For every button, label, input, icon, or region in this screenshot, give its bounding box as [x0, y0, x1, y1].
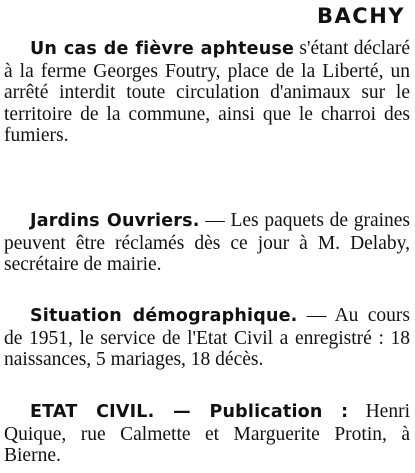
article-lead: Jardins Ouvriers. — [30, 211, 200, 231]
article-body: Henri Quique, rue Calmette et Marguerite Protin, à Bierne. — [4, 401, 410, 467]
article-body: — Au cours de 1951, le service de l'Etat Civil a enregistré : 18 naissances, 5 mariages, 18 décès. — [4, 305, 410, 371]
article-situation-demographique — [4, 305, 410, 371]
article-body: s'étant déclaré à la ferme Georges Foutry, place de la Liberté, un arrêté interdit toute circulation d'animaux sur le territoire de la commune, ainsi que le charroi des fumiers. — [4, 38, 410, 147]
article-lead: ETAT CIVIL. — Publication : — [30, 402, 349, 422]
article-body: — Les paquets de graines peuvent être réclamés dès ce jour à M. Delaby, secrétaire de mairie. — [4, 210, 411, 276]
article-jardins-ouvriers — [4, 210, 410, 276]
article-etat-civil — [4, 401, 410, 467]
article-lead: Situation démographique. — [30, 306, 298, 326]
article-lead: Un cas de fièvre aphteuse — [30, 39, 295, 59]
article-fievre-aphteuse — [4, 38, 410, 147]
town-heading: BACHY — [317, 4, 405, 28]
